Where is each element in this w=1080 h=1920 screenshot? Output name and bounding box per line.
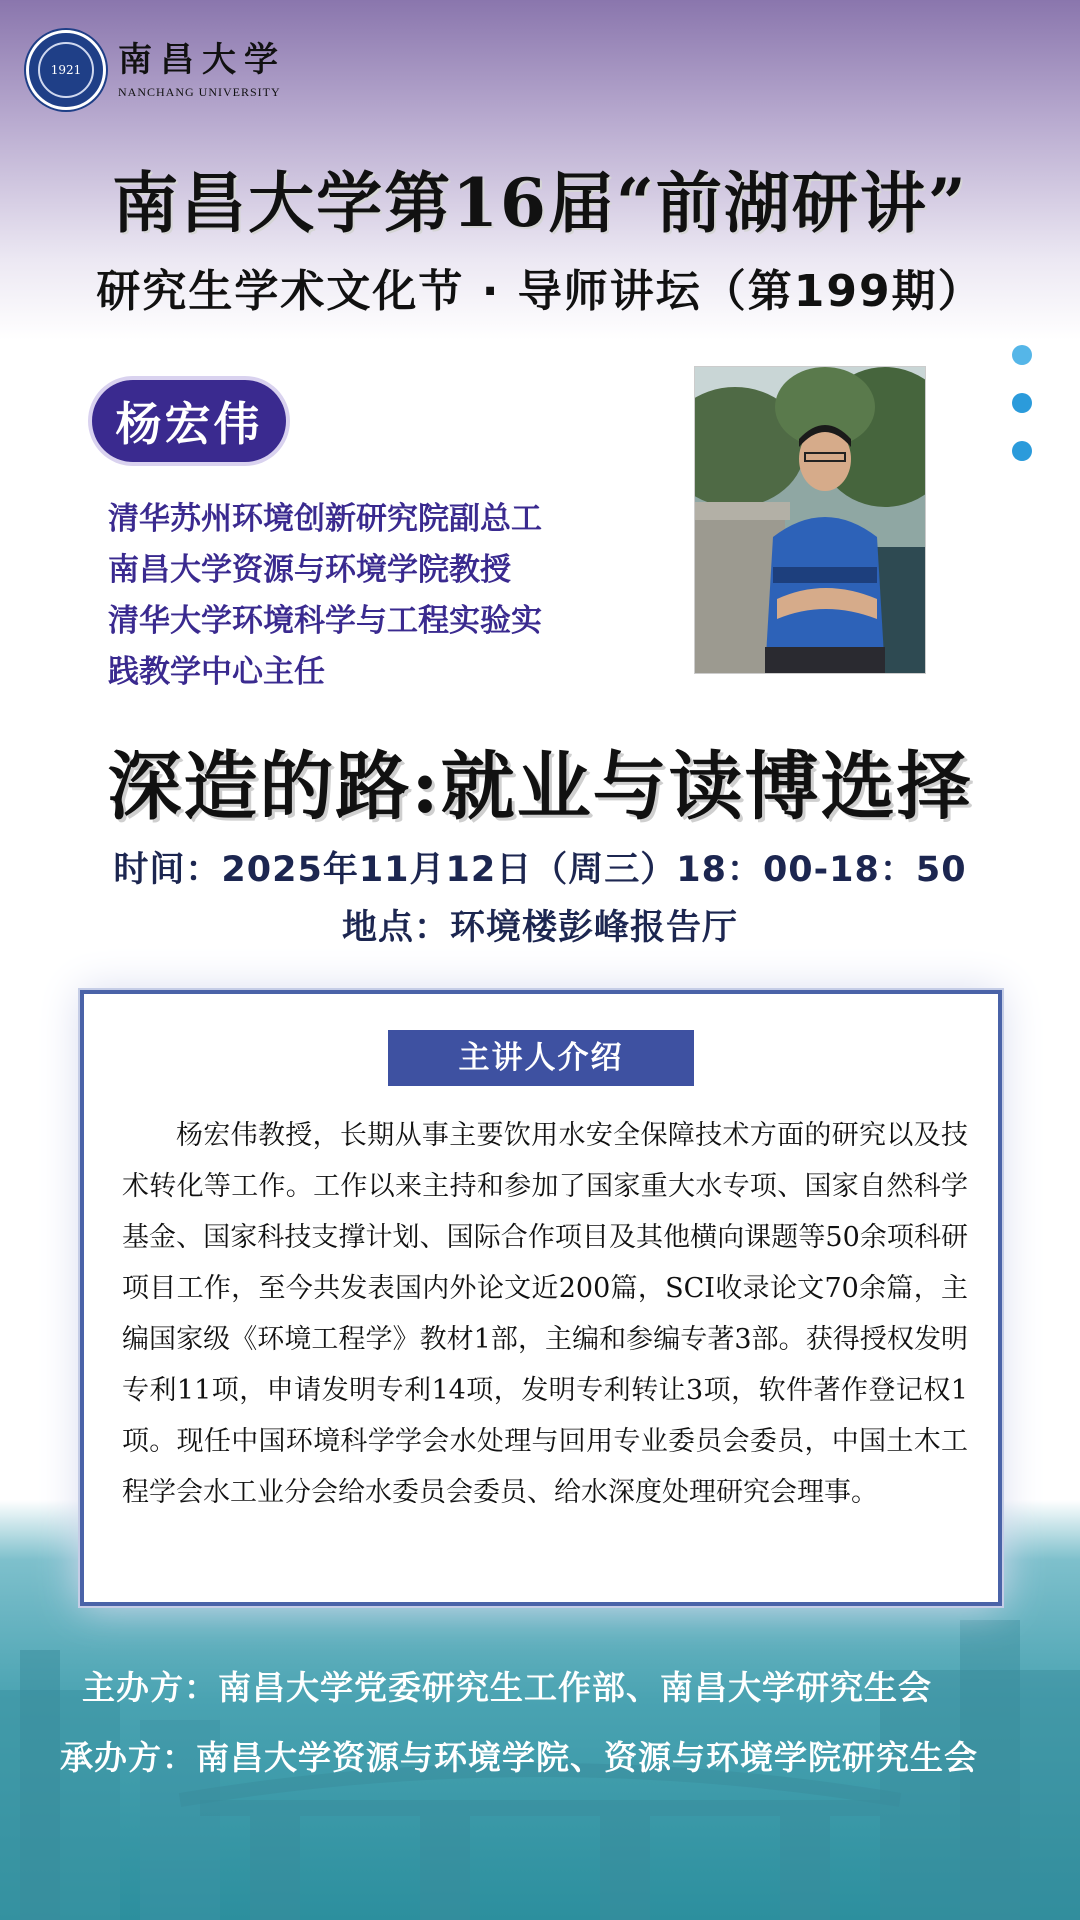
lecture-place: 地点：环境楼彭峰报告厅 — [341, 908, 738, 948]
speaker-name-badge: 杨宏伟 — [92, 380, 286, 462]
co-host-organizer: 承办方：南昌大学资源与环境学院、资源与环境学院研究生会 — [60, 1738, 978, 1777]
decorative-dots — [1012, 345, 1032, 489]
intro-header: 主讲人介绍 — [388, 1030, 694, 1086]
intro-text: 杨宏伟教授，长期从事主要饮用水安全保障技术方面的研究以及技术转化等工作。工作以来主持和参加了国家重大水专项、国家自然科学基金、国家科技支撑计划、国际合作项目及其他横向课题等50余项科研项目工作，至今共发表国内外论文近200篇，SCI收录论文70余篇，主编国家级《环境工程学》教材1部，主编和参编专著3部。获得授权发明专利11项，申请发明专利14项，发明专利转让3项，软件著作登记权1项。现任中国环境科学学会水处理与回用专业委员会委员，中国土木工程学会水工业分会给水委员会委员、给水深度处理研究会理事。 — [122, 1120, 968, 1508]
speaker-intro-box — [80, 990, 1002, 1606]
university-seal-icon: 1921 — [26, 30, 106, 110]
dot-icon — [1012, 345, 1032, 365]
host-organizer: 主办方：南昌大学党委研究生工作部、南昌大学研究生会 — [82, 1668, 932, 1707]
lecture-time: 时间：2025年11月12日（周三）18：00-18：50 — [113, 850, 967, 890]
speaker-title-line: 清华苏州环境创新研究院副总工 — [108, 501, 542, 537]
speaker-titles — [108, 494, 542, 698]
lecture-topic: 深造的路:就业与读博选择 — [107, 744, 973, 830]
speaker-photo — [694, 366, 926, 674]
event-subtitle: 研究生学术文化节 · 导师讲坛（第199期） — [96, 266, 984, 317]
university-name-cn: 南昌大学 — [118, 39, 286, 80]
speaker-title-line: 践教学中心主任 — [108, 654, 325, 690]
dot-icon — [1012, 441, 1032, 461]
speaker-title-line: 南昌大学资源与环境学院教授 — [108, 552, 511, 588]
event-title: 南昌大学第16届“前湖研讲” — [112, 164, 968, 242]
university-name-en: NANCHANG UNIVERSITY — [118, 84, 281, 99]
dot-icon — [1012, 393, 1032, 413]
university-logo — [26, 30, 286, 110]
speaker-title-line: 清华大学环境科学与工程实验实 — [108, 603, 542, 639]
